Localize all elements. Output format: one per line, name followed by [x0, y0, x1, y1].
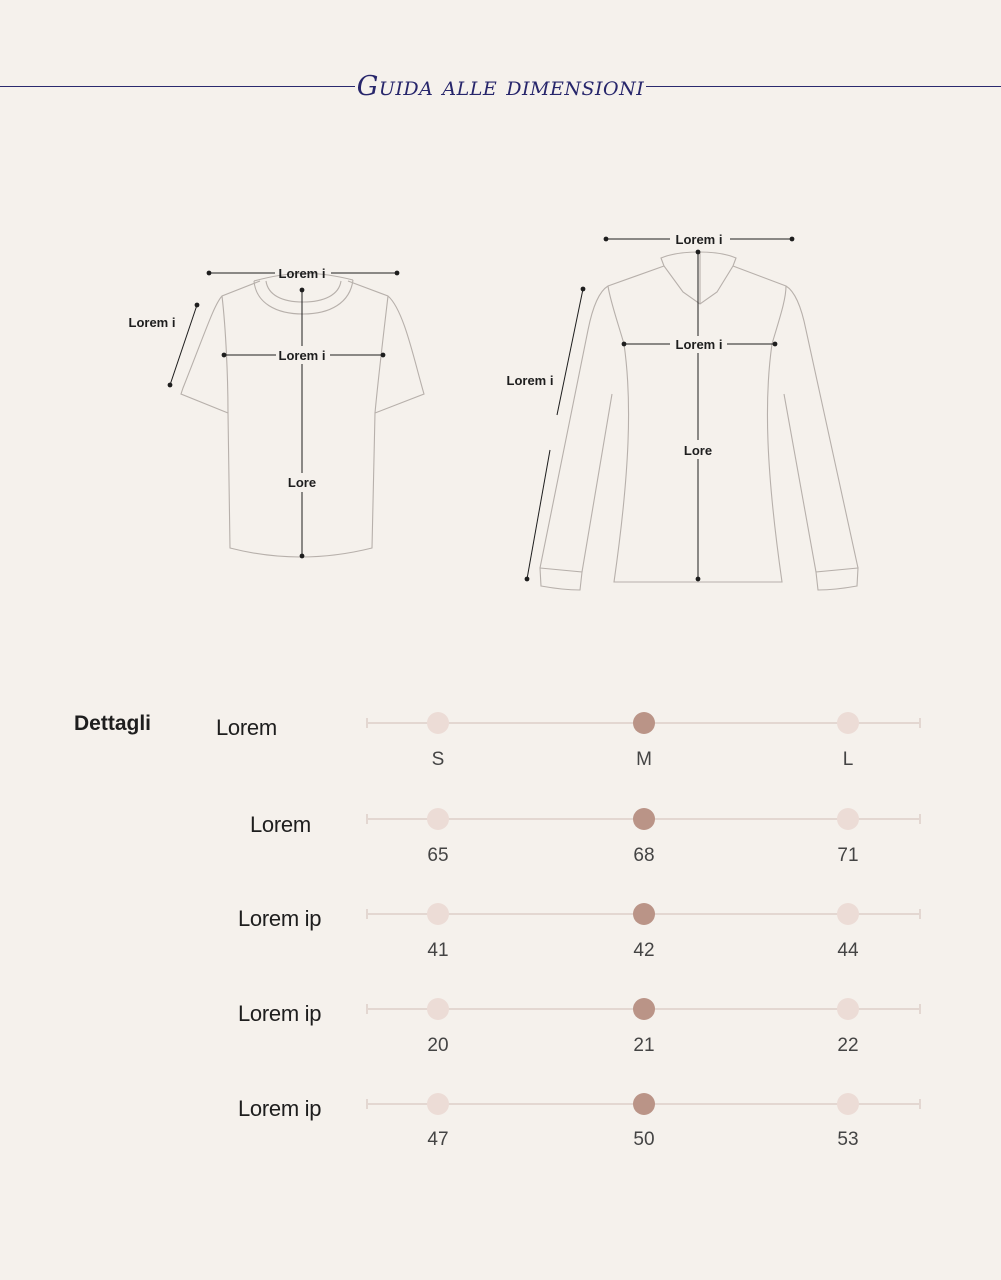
value-dot[interactable]: [837, 808, 859, 830]
details-heading: Dettagli: [74, 712, 152, 735]
shirt-measurements: [527, 239, 792, 579]
page-title: Guida alle dimensioni: [356, 71, 645, 102]
row-label: Lorem ip: [238, 1001, 322, 1026]
row-label: Lorem: [216, 715, 277, 740]
shirt-chest-label: Lorem i: [675, 337, 723, 352]
row-value: 44: [837, 940, 859, 961]
tshirt-collar-outer: [254, 280, 353, 314]
row-value: 71: [837, 845, 859, 866]
track-cap-start: [366, 1099, 368, 1109]
row-value: 41: [427, 940, 449, 961]
tshirt-measure-points: [168, 271, 400, 559]
row-value: 47: [427, 1129, 449, 1150]
row-value: 50: [633, 1129, 655, 1150]
shirt-left-cuff: [540, 568, 582, 590]
shirt-diagram: [540, 252, 858, 590]
tshirt-length-label: Lore: [287, 475, 317, 490]
track-cap-end: [919, 1004, 921, 1014]
track-cap-start: [366, 814, 368, 824]
size-dot-m-selected[interactable]: [633, 712, 655, 734]
row-value: 21: [633, 1035, 655, 1056]
row-value: S: [431, 749, 445, 770]
row-value: 42: [633, 940, 655, 961]
track-cap-start: [366, 1004, 368, 1014]
value-dot[interactable]: [427, 998, 449, 1020]
tshirt-sleeve-label: Lorem i: [128, 315, 176, 330]
track-cap-end: [919, 1099, 921, 1109]
value-dot[interactable]: [837, 1093, 859, 1115]
value-dot-selected[interactable]: [633, 808, 655, 830]
row-value: 20: [427, 1035, 449, 1056]
row-value: 68: [633, 845, 655, 866]
shirt-measure-points: [525, 237, 795, 582]
row-value: 65: [427, 845, 449, 866]
row-value: 22: [837, 1035, 859, 1056]
row-value: L: [842, 749, 854, 770]
row-value: 53: [837, 1129, 859, 1150]
track-cap-end: [919, 718, 921, 728]
value-dot[interactable]: [837, 903, 859, 925]
value-dot[interactable]: [427, 1093, 449, 1115]
track-cap-end: [919, 814, 921, 824]
shirt-length-label: Lore: [683, 443, 713, 458]
shirt-shoulders: [540, 266, 664, 568]
value-dot-selected[interactable]: [633, 903, 655, 925]
shirt-right-cuff: [816, 568, 858, 590]
row-label: Lorem: [250, 812, 311, 837]
tshirt-chest-label: Lorem i: [278, 348, 326, 363]
shirt-shoulder-label: Lorem i: [675, 232, 723, 247]
shirt-sleeve-label: Lorem i: [506, 373, 554, 388]
row-value: M: [636, 749, 652, 770]
row-label: Lorem ip: [238, 1096, 322, 1121]
value-dot[interactable]: [837, 998, 859, 1020]
track-cap-start: [366, 718, 368, 728]
track-cap-end: [919, 909, 921, 919]
value-dot[interactable]: [427, 903, 449, 925]
value-dot[interactable]: [427, 808, 449, 830]
value-dot-selected[interactable]: [633, 998, 655, 1020]
track-cap-start: [366, 909, 368, 919]
tshirt-shoulder-label: Lorem i: [278, 266, 326, 281]
tshirt-measurements: [170, 273, 397, 556]
size-dot-l[interactable]: [837, 712, 859, 734]
size-dot-s[interactable]: [427, 712, 449, 734]
value-dot-selected[interactable]: [633, 1093, 655, 1115]
row-label: Lorem ip: [238, 906, 322, 931]
